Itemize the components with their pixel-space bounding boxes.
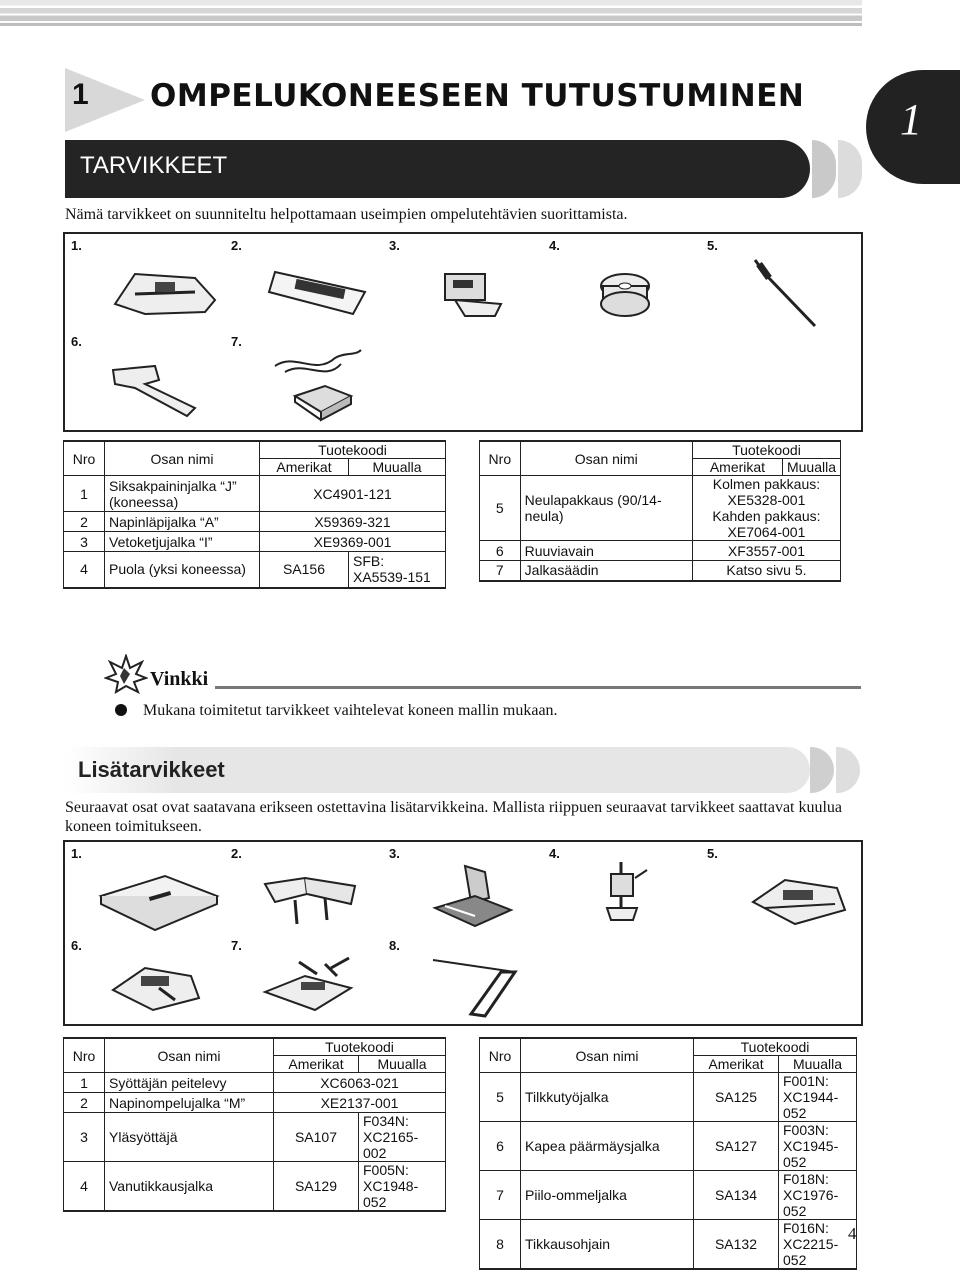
needle-icon [745, 254, 825, 334]
accessory-label: 3. [389, 238, 400, 253]
table-cell: Napinompelujalka “M” [105, 1093, 274, 1113]
optional-table-2 [479, 1037, 857, 1270]
table-header: Muualla [782, 459, 840, 476]
code-line: Kahden pakkaus: [712, 508, 821, 524]
table-cell: 6 [480, 1122, 521, 1171]
table-cell: XC4901-121 [260, 476, 446, 512]
table-header: Tuotekoodi [694, 1038, 857, 1056]
table-header: Tuotekoodi [260, 441, 446, 459]
table-cell: SA134 [694, 1171, 779, 1220]
table-cell: SA156 [260, 552, 349, 588]
table-cell: X59369-321 [260, 512, 446, 532]
accessory-label: 2. [231, 238, 242, 253]
table-cell: 3 [64, 1113, 105, 1162]
accessory-label: 7. [231, 938, 242, 953]
section-bar-chevron [838, 140, 862, 198]
table-header: Amerikat [274, 1056, 359, 1073]
table-cell: 1 [64, 476, 105, 512]
table-cell: Napinläpijalka “A” [105, 512, 260, 532]
table-header: Nro [64, 441, 105, 476]
section-title: TARVIKKEET [80, 152, 228, 179]
zipper-foot-icon [425, 264, 525, 324]
table-cell: 1 [64, 1073, 105, 1093]
table-header: Muualla [349, 459, 446, 476]
table-cell: F005N: XC1948-052 [359, 1162, 446, 1212]
chapter-title: OMPELUKONEESEEN TUTUSTUMINEN [150, 78, 805, 114]
accessory-label: 8. [389, 938, 400, 953]
zigzag-foot-icon [105, 264, 225, 324]
table-cell: F001N: XC1944-052 [779, 1073, 857, 1122]
table-cell: 4 [64, 552, 105, 588]
table-cell [692, 476, 840, 541]
subsection-title: Lisätarvikkeet [78, 757, 225, 782]
table-header: Tuotekoodi [274, 1038, 446, 1056]
accessory-label: 6. [71, 938, 82, 953]
table-cell: 6 [480, 541, 521, 561]
accessory-label: 4. [549, 238, 560, 253]
table-cell: XF3557-001 [692, 541, 840, 561]
accessory-label: 5. [707, 846, 718, 861]
table-cell: Kapea päärmäysjalka [521, 1122, 694, 1171]
table-cell: Tikkausohjain [521, 1220, 694, 1270]
table-cell: XE9369-001 [260, 532, 446, 552]
quilting-guide-icon [425, 952, 535, 1022]
code-line: Kolmen pakkaus: [712, 476, 821, 492]
table-header: Osan nimi [520, 441, 692, 476]
table-header: Muualla [779, 1056, 857, 1073]
table-cell: F016N: XC2215-052 [779, 1220, 857, 1270]
table-cell: SA132 [694, 1220, 779, 1270]
table-cell: Vanutikkausjalka [105, 1162, 274, 1212]
table-header: Osan nimi [105, 1038, 274, 1073]
table-header: Muualla [359, 1056, 446, 1073]
table-header: Amerikat [694, 1056, 779, 1073]
table-cell: Yläsyöttäjä [105, 1113, 274, 1162]
table-header: Nro [480, 441, 521, 476]
section-intro: Nämä tarvikkeet on suunniteltu helpottamaan useimpien ompelutehtävien suorittamista. [65, 206, 628, 223]
section-bar-chevron [812, 140, 836, 198]
optional-accessories-box [63, 840, 863, 1026]
table-header: Tuotekoodi [692, 441, 840, 459]
tip-text: Mukana toimitetut tarvikkeet vaihtelevat koneen mallin mukaan. [143, 702, 558, 719]
accessories-table-2 [479, 440, 841, 582]
accessory-label: 3. [389, 846, 400, 861]
page-number: 4 [848, 1224, 857, 1243]
table-header: Osan nimi [521, 1038, 694, 1073]
tip-burst-icon [104, 654, 148, 694]
accessory-label: 1. [71, 238, 82, 253]
patchwork-foot-icon [745, 868, 855, 932]
table-cell: 7 [480, 561, 521, 581]
accessory-label: 1. [71, 846, 82, 861]
tip-title: Vinkki [150, 668, 209, 690]
table-cell: 2 [64, 1093, 105, 1113]
code-line: XE7064-001 [727, 524, 806, 540]
table-cell: Tilkkutyöjalka [521, 1073, 694, 1122]
accessories-table-1 [63, 440, 446, 589]
table-cell: Ruuviavain [520, 541, 692, 561]
tip-rule [215, 686, 861, 689]
subsection-bar-chevron [810, 747, 834, 793]
optional-table-1 [63, 1037, 446, 1212]
table-cell: 4 [64, 1162, 105, 1212]
table-cell: SA107 [274, 1113, 359, 1162]
subsection-intro: Seuraavat osat ovat saatavana erikseen ostettavina lisätarvikkeina. Mallista riippuen seuraavat tarvikkeet saattavat kuulua koneen toimitukseen. [65, 799, 843, 835]
table-header: Osan nimi [105, 441, 260, 476]
table-cell: 2 [64, 512, 105, 532]
table-cell: F018N: XC1976-052 [779, 1171, 857, 1220]
bobbin-icon [595, 268, 655, 324]
table-cell: 3 [64, 532, 105, 552]
table-header: Amerikat [260, 459, 349, 476]
table-cell: 8 [480, 1220, 521, 1270]
narrow-hemmer-foot-icon [105, 956, 215, 1020]
table-header: Amerikat [692, 459, 782, 476]
accessory-label: 5. [707, 238, 718, 253]
table-cell: 5 [480, 1073, 521, 1122]
accessory-label: 2. [231, 846, 242, 861]
chapter-number: 1 [72, 78, 89, 111]
header-stripes [0, 0, 862, 26]
accessory-label: 4. [549, 846, 560, 861]
table-cell: XE2137-001 [274, 1093, 446, 1113]
feed-cover-plate-icon [95, 866, 225, 936]
table-cell: Vetoketjujalka “I” [105, 532, 260, 552]
table-header: Nro [64, 1038, 105, 1073]
table-cell: SA127 [694, 1122, 779, 1171]
screwdriver-icon [105, 360, 225, 420]
button-sewing-foot-icon [255, 864, 375, 934]
subsection-bar-chevron [836, 747, 860, 793]
table-cell: SFB: XA5539-151 [349, 552, 446, 588]
foot-controller-icon [265, 346, 375, 426]
table-cell: Syöttäjän peitelevy [105, 1073, 274, 1093]
table-cell: Katso sivu 5. [692, 561, 840, 581]
table-cell: Piilo-ommeljalka [521, 1171, 694, 1220]
table-cell: F034N: XC2165-002 [359, 1113, 446, 1162]
table-cell: Neulapakkaus (90/14-neula) [520, 476, 692, 541]
table-cell: XC6063-021 [274, 1073, 446, 1093]
table-cell: SA129 [274, 1162, 359, 1212]
table-cell: SA125 [694, 1073, 779, 1122]
accessories-box [63, 232, 863, 432]
table-cell: Jalkasäädin [520, 561, 692, 581]
blind-stitch-foot-icon [255, 952, 365, 1022]
table-cell: 7 [480, 1171, 521, 1220]
table-cell: F003N: XC1945-052 [779, 1122, 857, 1171]
table-cell: Puola (yksi koneessa) [105, 552, 260, 588]
accessory-label: 6. [71, 334, 82, 349]
table-cell: 5 [480, 476, 521, 541]
quilting-foot-icon [595, 858, 655, 938]
table-cell: Siksakpaininjalka “J” (koneessa) [105, 476, 260, 512]
accessory-label: 7. [231, 334, 242, 349]
table-header: Nro [480, 1038, 521, 1073]
walking-foot-icon [415, 862, 525, 938]
bullet-icon [115, 704, 127, 716]
buttonhole-foot-icon [265, 262, 385, 322]
code-line: XE5328-001 [727, 492, 806, 508]
chapter-tab-number: 1 [900, 95, 922, 144]
